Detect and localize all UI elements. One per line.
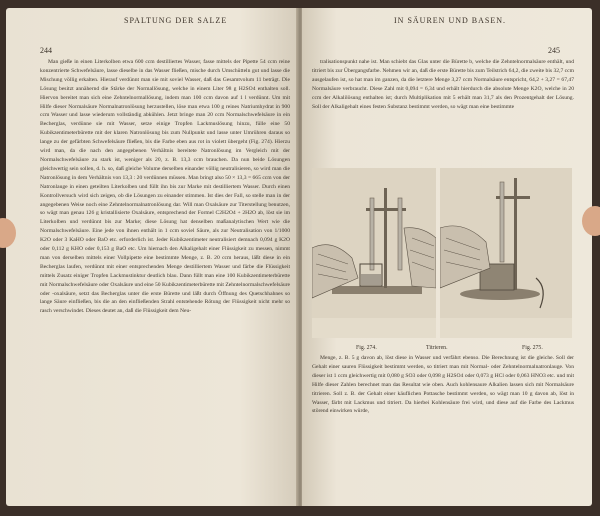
figure-caption-titrieren: Titrieren. (426, 345, 448, 351)
figure-275-caption: Fig. 275. (522, 345, 543, 351)
right-page (302, 8, 592, 506)
right-page-top-text: tralisationspunkt nahe ist. Man schiebt das Glas unter die Bürette b, welche die Zehntelnormalsäure enthält, und titriert bis zur Übergangsfarbe. Nehmen wir an, daß die erste Bürette bis zum Teilstrich 64,2, die zweite bis 32,7 ccm ausgelaufen ist, so hat man im ganzen, da die letztere Menge 3,27 ccm Normalsäure entspricht, 64,2 + 3,27 = 67,47 Normalsäure verbraucht. Diese Zahl mit 0,094 = 6,34 und erhält hierdurch die absolute Menge K2O, welche in 20 ccm der Alkalilösung enthalten ist; durch Multiplikation mit 5 erhält man 31,7 als den Prozentgehalt der Lösung. Soll der Alkaligehalt eines festen Substanz bestimmt werden, so wägt man eine bestimmte (312, 59, 574, 110)
titration-engraving-right (440, 168, 572, 318)
figure-274-illustration (312, 168, 436, 338)
left-page-body-text: Man gieße in einen Literkolben etwa 600 ccm destilliertes Wasser, fasse mittels der Pipette 54 ccm reine konzentrierte Schwefelsäure, lasse dieselbe in das Wasser fließen, mische durch Umschütteln gut und lasse die Mischung völlig erkalten. Hierauf verdünnt man sie mit soviel Wasser, daß das Gesamtvolum 11 beträgt. Die Lösung besitzt annähernd die Stärke der Normallösung, welche in einem Liter 98 g H2SO4 enthalten soll. Hiervon bereitet man sich eine Zehntelnormallösung, indem man 100 ccm davon auf 1 l verdünnt. Um mit Hilfe dieser Normalsäure Normalnatronlösung herzustellen, löse man etwa 100 g reines Natriumhydrat in 900 ccm Wasser und lasse wiederum vollständig abkühlen. Jetzt bringe man 20 ccm Normalschwefelsäure in ein Becherglas, verdünne sie mit Wasser, setze einige Tropfen Lackmuslösung hinzu, fülle eine 50 Kubikzentimeterbürette mit der klaren Natronlösung bis zum Nullpunkt und lasse unter Umrühren daraus so lange zu der gefärbten Schwefelsäure fließen, bis die Farbe eben aus rot in violett übergeht (Fig. 274). Hierzu wird man, da die nach den angegebenen Verhältnis bereitete Natronlösung im Vergleich mit der Normalschwefelsäure zu stark ist, weniger als 20, z. B. 13,3 ccm brauchen. Da nun beide Lösungen gleichwertig sein sollen, d. h. so, daß gleiche Volume derselben einander völlig neutralisieren, so wird man die Natronlösung in dem Verhältnis von 13,3 : 20 verdünnen müssen. Man bringt also 50 × 13,3 = 665 ccm von der Natronlauge in einen geteilten Literkolben und füllt ihn bis zur Marke mit destilliertem Wasser. Durch einen Kontrollversuch wird sich zeigen, ob die Lösungen zu einander stimmen. Ist dies der Fall, so stelle man in der angegebenen Weise noch eine Zehntelnormalnatronlösung dar. Will man Oxalsäure zur Titerstellung benutzen, so wägt man genau 126 g kristallisierte Oxalsäure, entsprechend der Formel C2H2O4 + 2H2O ab, löst sie im Literkolben und verdünnt bis zur Marke; diese Lösung hat denselben maßanalytischen Wert wie die Normalschwefelsäure. Eine jede von ihnen enthält in 1 ccm soviel Säure, als zur Neutralisation von 1/1000 K2O oder 3 KaHO oder BaO etc. erforderlich ist. Jeder Kubikzentimeter neutralisiert demnach 0,094 g K2O oder 0,112 g KHO oder 0,153 g BaO etc. Um hiernach den Alkaligehalt einer Flüssigkeit zu messen, nimmt man von derselben mittels einer Vollpipette eine bestimmte Menge, z. B. 20 ccm heraus, läßt diese in ein Becherglas laufen, verdünnt mit einer entsprechenden Menge destilliertem Wasser und färbe die Flüssigkeit mittels Zusatz einiger Tropfen Lackmustinktur deutlich blau. Dann füllt man eine 100 Kubikzentimeterbürette mit Normalschwefelsäure oder Oxalsäure und eine 50 Kubikzentimeterbürette mit Zehntelnormalschwefelsäure oder -oxalsäure, setzt das Becherglas unter die erste Bürette und läßt durch Öffnung des Quetschhahnes so lange Säure einfließen, bis die an den einfließenden Strahl entstehende Rötung der Flüssigkeit nicht mehr so rasch verschwindet. Dieses deutet an, daß die Flüssigkeit dem Neu- (40, 59, 290, 315)
figure-275-illustration (440, 168, 572, 338)
page-number-left: 244 (40, 46, 52, 55)
figure-274-caption: Fig. 274. (356, 345, 377, 351)
running-head-left: SPALTUNG DER SALZE (124, 16, 228, 25)
running-head-right: IN SÄUREN UND BASEN. (394, 16, 507, 25)
titration-engraving-left (312, 168, 436, 318)
left-page (6, 8, 298, 506)
titration-figures (312, 168, 574, 351)
right-page-bottom-text: Menge, z. B. 5 g davon ab, löst diese in Wasser und verfährt ebenso. Die Berechnung ist die gleiche. Soll der Gehalt einer sauren Flüssigkeit bestimmt werden, so titriert man mit Normal- oder Zehntelnormalnatronlauge. Von dieser ist 1 ccm gleichwertig mit 0,080 g SO3 oder 0,098 g H2SO4 oder 0,073 g HCl oder 0,063 HNO3 etc. und mit Hilfe dieser Zahlen berechnet man das Resultat wie oben. Auch kohlensaure Alkalien lassen sich mit Normalsäure titrieren. Soll z. B. der Gehalt einer käuflichen Pottasche bestimmt werden, so wägt man 10 g davon ab, löst in Wasser, färbt mit Lackmus und titriert. Da hierbei Kohlensäure frei wird, und diese auf die Farbe des Lackmus störend einwirken würde, (312, 355, 574, 415)
page-number-right: 245 (548, 46, 560, 55)
